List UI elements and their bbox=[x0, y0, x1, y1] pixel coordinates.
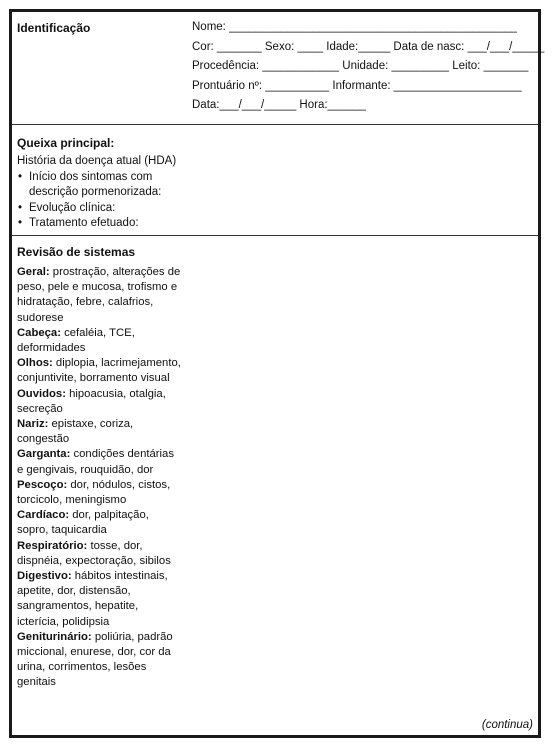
field-cor-sexo-idade[interactable]: Cor: _______ Sexo: ____ Idade:_____ Data de nasc: ___/___/_____ bbox=[192, 40, 545, 53]
form-frame bbox=[9, 9, 545, 738]
continua-note bbox=[482, 719, 533, 731]
field-nome[interactable]: Nome: _____________________________________________ bbox=[192, 21, 517, 33]
item-title: Geral: bbox=[17, 266, 50, 278]
item-text: cefaléia, TCE, deformidades bbox=[17, 326, 135, 355]
revisao-item-nariz bbox=[17, 417, 183, 447]
revisao-item-cardiaco bbox=[17, 508, 183, 538]
revisao-item-geniturinario bbox=[17, 630, 183, 691]
item-title: Ouvidos: bbox=[17, 387, 66, 400]
item-text: diplopia, lacrimejamento, conjuntivite, borramento visual bbox=[17, 357, 181, 385]
item-text: tosse, dor, dispnéia, expectoração, sibilos bbox=[17, 539, 171, 567]
list-item: • Início dos sintomas com descrição pormenorizada: bbox=[17, 170, 187, 201]
revisao-item-olhos bbox=[17, 356, 183, 386]
item-text: dor, nódulos, cistos, torcicolo, meningismo bbox=[17, 478, 171, 507]
revisao-body bbox=[17, 265, 183, 691]
field-data-hora[interactable]: Data:___/___/_____ Hora:______ bbox=[192, 99, 366, 111]
item-text: poliúria, padrão miccional, enurese, dor, cor da urina, corrimentos, lesões genitais bbox=[17, 630, 173, 689]
item-text: dor, palpitação, sopro, taquicardia bbox=[17, 509, 149, 537]
item-title: Cabeça: bbox=[17, 326, 61, 339]
list-item: • Evolução clínica: bbox=[17, 201, 187, 217]
item-title: Garganta: bbox=[17, 448, 71, 461]
item-title: Digestivo: bbox=[17, 570, 72, 583]
revisao-item-cabeca bbox=[17, 326, 183, 356]
revisao-label: Revisão de sistemas bbox=[17, 245, 136, 259]
hda-label: História da doença atual (HDA) bbox=[17, 155, 177, 167]
list-item: • Tratamento efetuado: bbox=[17, 216, 187, 232]
continua-text: (continua) bbox=[481, 719, 533, 731]
revisao-item-garganta bbox=[17, 447, 183, 477]
queixa-list bbox=[17, 170, 187, 232]
identificacao-section bbox=[12, 12, 545, 125]
revisao-item-respiratorio bbox=[17, 539, 183, 569]
identificacao-label: Identificação bbox=[17, 21, 91, 35]
revisao-item-pescoco bbox=[17, 478, 183, 508]
item-text: hábitos intestinais, apetite, dor, distensão, sangramentos, hepatite, icterícia, polidipsia bbox=[17, 570, 168, 628]
item-title: Geniturinário: bbox=[17, 630, 92, 643]
item-title: Pescoço: bbox=[17, 478, 68, 491]
queixa-label: Queixa principal: bbox=[17, 136, 115, 150]
revisao-item-ouvidos bbox=[17, 387, 183, 417]
item-text: hipoacusia, otalgia, secreção bbox=[17, 387, 166, 415]
field-prontuario[interactable]: Prontuário nº: __________ Informante: ____________________ bbox=[192, 79, 522, 92]
item-text: prostração, alterações de peso, pele e mucosa, trofismo e hidratação, febre, calafrios, sudorese bbox=[17, 266, 181, 324]
revisao-item-digestivo bbox=[17, 569, 183, 630]
identificacao-fields bbox=[192, 18, 544, 116]
revisao-section bbox=[12, 236, 538, 735]
queixa-body bbox=[17, 154, 187, 232]
item-title: Olhos: bbox=[17, 357, 53, 370]
queixa-section bbox=[12, 125, 538, 236]
revisao-item-geral bbox=[17, 265, 183, 326]
item-text: condições dentárias e gengivais, rouquidão, dor bbox=[17, 448, 174, 476]
item-title: Cardíaco: bbox=[17, 509, 70, 522]
field-procedencia[interactable]: Procedência: ____________ Unidade: _________ Leito: _______ bbox=[192, 60, 529, 72]
item-title: Nariz: bbox=[17, 418, 49, 431]
item-text: epistaxe, coriza, congestão bbox=[17, 418, 134, 446]
item-title: Respiratório: bbox=[17, 539, 88, 552]
